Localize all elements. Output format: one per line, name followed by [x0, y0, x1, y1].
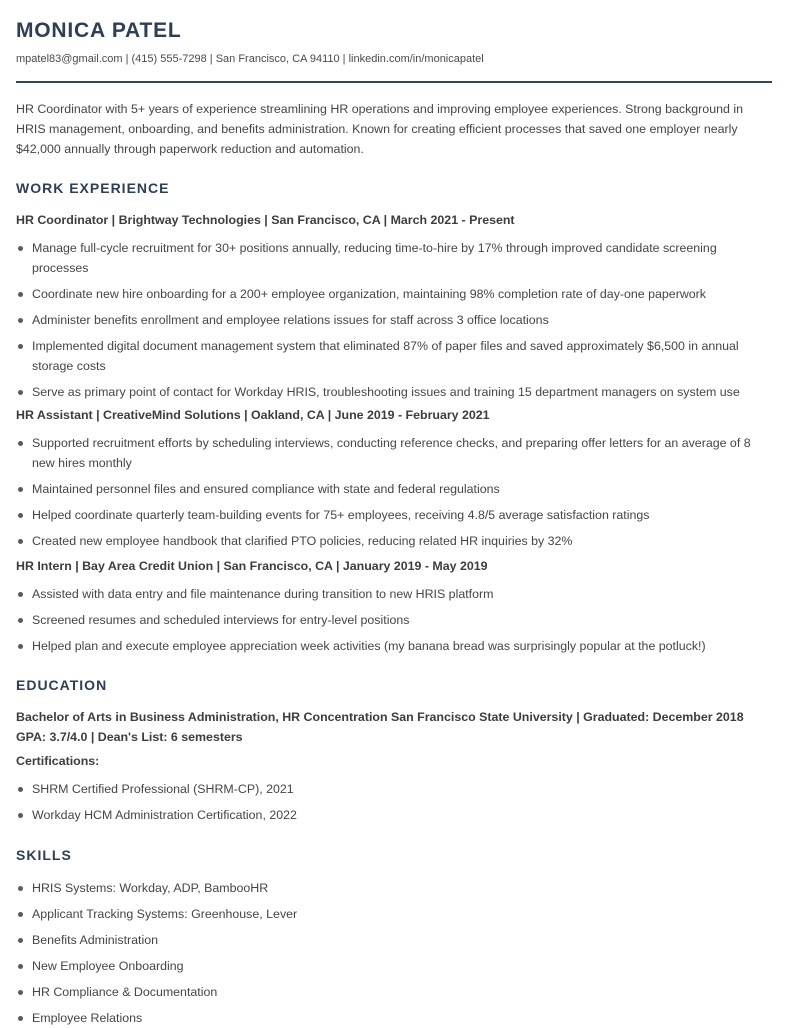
list-item [16, 956, 772, 976]
list-item [16, 531, 772, 551]
list-item [16, 610, 772, 630]
bullet-icon [18, 644, 23, 649]
professional-summary: HR Coordinator with 5+ years of experience streamlining HR operations and improving employee experiences. Strong background in HRIS management, onboarding, and benefits administration. Known for creating efficient processes that saved one employer nearly $42,000 annually through paperwork reduction and automation. [16, 102, 743, 156]
list-item [16, 433, 772, 473]
list-item [16, 238, 772, 278]
bullet-icon [18, 344, 23, 349]
list-item [16, 479, 772, 499]
bullet-text: Applicant Tracking Systems: Greenhouse, Lever [32, 907, 298, 921]
job-bullet-list [16, 238, 772, 402]
list-item [16, 584, 772, 604]
bullet-icon [18, 912, 23, 917]
bullet-icon [18, 1016, 23, 1021]
list-item [16, 382, 772, 402]
list-item [16, 982, 772, 1002]
list-item [16, 878, 772, 898]
bullet-text: Helped plan and execute employee appreciation week activities (my banana bread was surprisingly popular at the potluck!) [32, 639, 706, 653]
bullet-icon [18, 990, 23, 995]
education-heading: EDUCATION [16, 677, 108, 693]
bullet-text: Maintained personnel files and ensured compliance with state and federal regulations [32, 482, 500, 496]
candidate-name: MONICA PATEL [16, 19, 182, 42]
list-item [16, 310, 772, 330]
bullet-icon [18, 441, 23, 446]
bullet-icon [18, 592, 23, 597]
contact-line: mpatel83@gmail.com | (415) 555-7298 | San Francisco, CA 94110 | linkedin.com/in/monicapatel [16, 53, 484, 65]
list-item [16, 336, 772, 376]
list-item [16, 636, 772, 656]
bullet-icon [18, 513, 23, 518]
bullet-text: Supported recruitment efforts by scheduling interviews, conducting reference checks, and preparing offer letters for an average of 8 new hires monthly [32, 436, 751, 470]
bullet-text: Employee Relations [32, 1011, 143, 1025]
bullet-text: Implemented digital document management system that eliminated 87% of paper files and saved approximately $6,500 in annual storage costs [32, 339, 739, 373]
header-divider [16, 81, 772, 83]
bullet-icon [18, 787, 23, 792]
bullet-text: Administer benefits enrollment and employee relations issues for staff across 3 office locations [32, 313, 549, 327]
bullet-icon [18, 487, 23, 492]
list-item [16, 904, 772, 924]
list-item [16, 1008, 772, 1028]
job-bullet-list [16, 433, 772, 551]
bullet-icon [18, 964, 23, 969]
skills-heading: SKILLS [16, 847, 72, 863]
certifications-heading: Certifications: [16, 754, 100, 768]
certifications-list [16, 779, 772, 825]
bullet-icon [18, 813, 23, 818]
bullet-text: Screened resumes and scheduled interviews for entry-level positions [32, 613, 410, 627]
work-experience-heading: WORK EXPERIENCE [16, 180, 170, 196]
bullet-icon [18, 618, 23, 623]
list-item [16, 284, 772, 304]
bullet-text: Helped coordinate quarterly team-building events for 75+ employees, receiving 4.8/5 average satisfaction ratings [32, 508, 650, 522]
bullet-text: Coordinate new hire onboarding for a 200+ employee organization, maintaining 98% completion rate of day-one paperwork [32, 287, 706, 301]
list-item [16, 505, 772, 525]
bullet-icon [18, 318, 23, 323]
job-heading: HR Assistant | CreativeMind Solutions | Oakland, CA | June 2019 - February 2021 [16, 408, 490, 422]
bullet-text: HRIS Systems: Workday, ADP, BambooHR [32, 881, 269, 895]
bullet-icon [18, 539, 23, 544]
bullet-text: Assisted with data entry and file maintenance during transition to new HRIS platform [32, 587, 494, 601]
bullet-icon [18, 292, 23, 297]
bullet-icon [18, 938, 23, 943]
job-heading: HR Intern | Bay Area Credit Union | San Francisco, CA | January 2019 - May 2019 [16, 559, 488, 573]
list-item [16, 779, 772, 799]
bullet-icon [18, 246, 23, 251]
skills-list [16, 878, 772, 1028]
bullet-icon [18, 390, 23, 395]
job-heading: HR Coordinator | Brightway Technologies | San Francisco, CA | March 2021 - Present [16, 213, 515, 227]
bullet-text: Workday HCM Administration Certification, 2022 [32, 808, 297, 822]
list-item [16, 930, 772, 950]
bullet-icon [18, 886, 23, 891]
job-bullet-list [16, 584, 772, 656]
bullet-text: HR Compliance & Documentation [32, 985, 218, 999]
bullet-text: Benefits Administration [32, 933, 159, 947]
bullet-text: Created new employee handbook that clarified PTO policies, reducing related HR inquiries by 32% [32, 534, 573, 548]
bullet-text: Manage full-cycle recruitment for 30+ positions annually, reducing time-to-hire by 17% through improved candidate screening processes [32, 241, 717, 275]
bullet-text: SHRM Certified Professional (SHRM-CP), 2021 [32, 782, 294, 796]
degree-details: Bachelor of Arts in Business Administration, HR Concentration San Francisco State University | Graduated: December 2018 GPA: 3.7/4.0 | Dean's List: 6 semesters [16, 710, 744, 744]
bullet-text: New Employee Onboarding [32, 959, 184, 973]
list-item [16, 805, 772, 825]
bullet-text: Serve as primary point of contact for Workday HRIS, troubleshooting issues and training 15 department managers on system use [32, 385, 740, 399]
